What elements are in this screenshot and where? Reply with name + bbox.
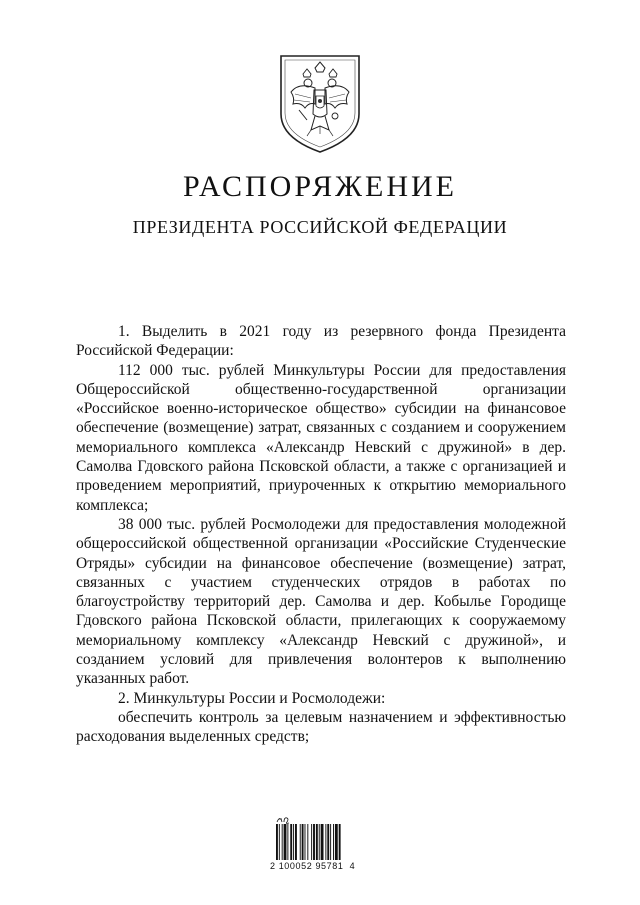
barcode-number: 2 100052 95781 4 [270,861,356,871]
document-body [76,322,566,747]
coat-of-arms-icon [275,52,365,156]
signature-mark-icon [276,814,292,824]
paragraph-3: 38 000 тыс. рублей Росмолодежи для предоставления молодежной общероссийской общественной организации «Российские Студенческие Отряды» субсидии на финансовое обеспечение (возмещение) затрат, связанных с участием студенческих отрядов в работах по благоустройству территорий дер. Самолва и дер. Кобылье Городище Гдовского района Псковской области, прилегающих к сооружаемому мемориальному комплексу «Александр Невский с дружиной», и созданием условий для привлечения волонтеров к выполнению указанных работ. [76,515,566,688]
barcode-bars [276,824,364,860]
paragraph-2: 112 000 тыс. рублей Минкультуры России для предоставления Общероссийской общественно-государственной организации «Российское военно-историческое общество» субсидии на финансовое обеспечение (возмещение) затрат, связанных с созданием и сооружением мемориального комплекса «Александр Невский с дружиной» в дер. Самолва Гдовского района Псковской области, а также с организацией и проведением мероприятий, приуроченных к открытию мемориального комплекса; [76,361,566,514]
paragraph-5: обеспечить контроль за целевым назначением и эффективностью расходования выделенных средств; [76,708,566,746]
document-subtitle: ПРЕЗИДЕНТА РОССИЙСКОЙ ФЕДЕРАЦИИ [132,217,508,237]
paragraph-1: 1. Выделить в 2021 году из резервного фонда Президента Российской Федерации: [76,323,566,360]
document-title: РАСПОРЯЖЕНИЕ [182,170,458,203]
paragraph-4: 2. Минкультуры России и Росмолодежи: [118,689,386,707]
barcode [262,814,382,874]
